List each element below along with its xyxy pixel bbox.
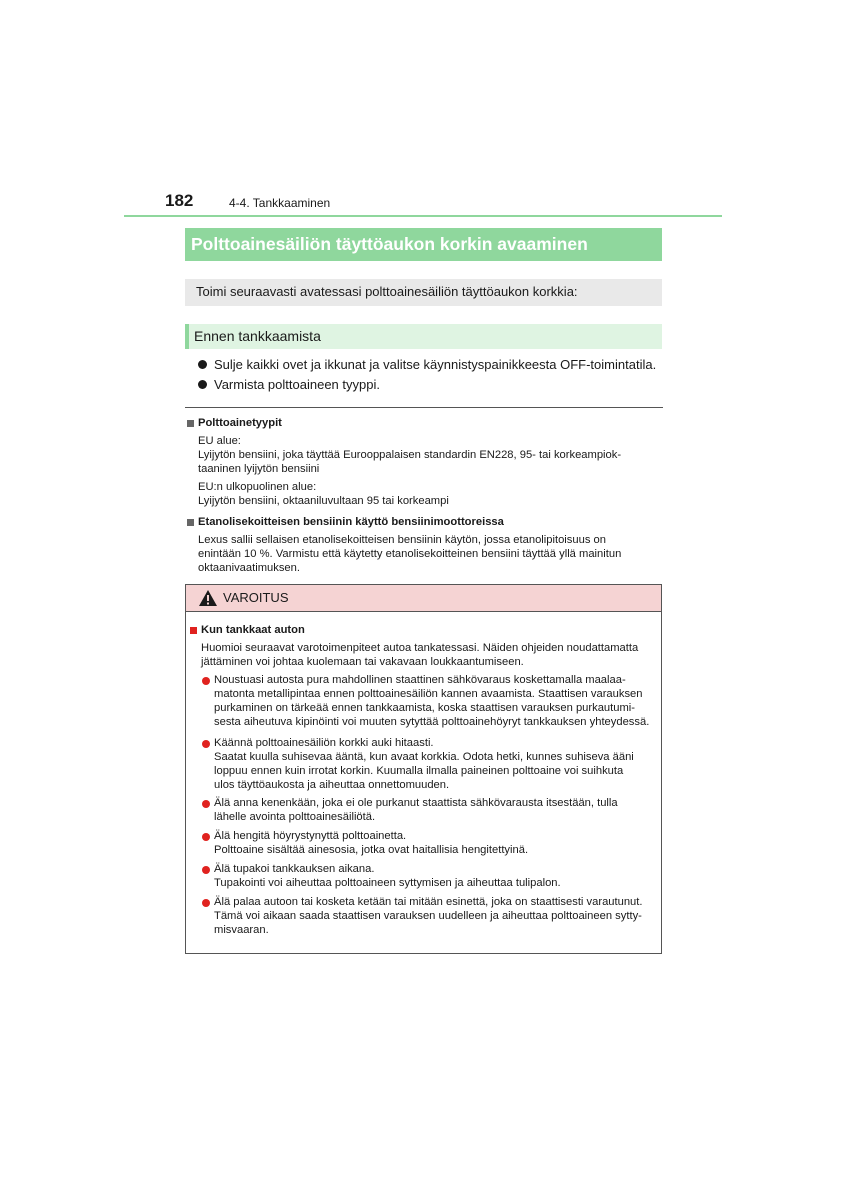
header-divider bbox=[124, 215, 722, 217]
warning-intro-line: jättäminen voi johtaa kuolemaan tai vakavaan loukkaantumiseen. bbox=[201, 656, 524, 668]
red-bullet-icon bbox=[202, 740, 210, 748]
warning-subheading: Kun tankkaat auton bbox=[201, 624, 305, 636]
list-item-text: Varmista polttoaineen tyyppi. bbox=[214, 377, 380, 392]
warning-item bbox=[214, 796, 657, 824]
red-bullet-icon bbox=[202, 833, 210, 841]
warning-item-line: Saatat kuulla suhisevaa ääntä, kun avaat korkkia. Odota hetki, kunnes suhiseva ääni bbox=[214, 751, 634, 763]
warning-item bbox=[214, 673, 657, 729]
ethanol-text-line: oktaanivaatimuksen. bbox=[198, 562, 300, 574]
warning-item-line: misvaaran. bbox=[214, 924, 269, 936]
warning-intro-line: Huomioi seuraavat varotoimenpiteet autoa tankatessasi. Näiden ohjeiden noudattamatta bbox=[201, 642, 639, 654]
warning-item bbox=[214, 736, 657, 792]
warning-item-line: Käännä polttoainesäiliön korkki auki hitaasti. bbox=[214, 737, 434, 749]
warning-item-line: Tupakointi voi aiheuttaa polttoaineen syttymisen ja aiheuttaa tulipalon. bbox=[214, 877, 561, 889]
warning-item-line: loppuu ennen kuin irrotat korkin. Kuumalla ilmalla paineinen polttoaine voi suihkuta bbox=[214, 765, 624, 777]
list-item bbox=[198, 357, 656, 372]
eu-text-line: Lyijytön bensiini, joka täyttää Eurooppalaisen standardin EN228, 95- tai korkeampiok- bbox=[198, 449, 622, 461]
section-divider bbox=[185, 407, 663, 408]
eu-text-line: taaninen lyijytön bensiini bbox=[198, 463, 320, 475]
non-eu-label: EU:n ulkopuolinen alue: bbox=[198, 481, 317, 493]
square-bullet-icon bbox=[187, 420, 194, 427]
red-bullet-icon bbox=[202, 677, 210, 685]
warning-intro bbox=[201, 641, 657, 669]
red-bullet-icon bbox=[202, 899, 210, 907]
warning-item-line: Älä tupakoi tankkauksen aikana. bbox=[214, 863, 375, 875]
non-eu-text: Lyijytön bensiini, oktaaniluvultaan 95 tai korkeampi bbox=[198, 495, 449, 507]
subheading-before-refueling: Ennen tankkaamista bbox=[185, 324, 662, 349]
warning-item-line: purkaminen on tärkeää ennen tankkaamista, koska staattisen varauksen purkautumi- bbox=[214, 702, 636, 714]
ethanol-text-line: Lexus sallii sellaisen etanolisekoitteisen bensiinin käytön, jossa etanolipitoisuus on bbox=[198, 534, 606, 546]
red-square-bullet-icon bbox=[190, 627, 197, 634]
warning-item-line: Älä hengitä höyrystynyttä polttoainetta. bbox=[214, 830, 407, 842]
red-bullet-icon bbox=[202, 866, 210, 874]
warning-item bbox=[214, 829, 657, 857]
intro-text: Toimi seuraavasti avatessasi polttoainesäiliön täyttöaukon korkkia: bbox=[185, 279, 662, 306]
warning-item bbox=[214, 895, 657, 937]
warning-item-line: sesta aiheutuva kipinöinti voi muuten sytyttää polttoainehöyryt tankkauksen yhteydessä. bbox=[214, 716, 650, 728]
fuel-types-body bbox=[198, 434, 658, 508]
ethanol-text-line: enintään 10 %. Varmistu että käytetty etanolisekoitteinen bensiini täyttää yllä mainitun bbox=[198, 548, 622, 560]
page-title: Polttoainesäiliön täyttöaukon korkin avaaminen bbox=[191, 234, 588, 254]
page-number: 182 bbox=[165, 191, 194, 210]
warning-item-line: Polttoaine sisältää ainesosia, jotka ovat haitallisia hengitettyinä. bbox=[214, 844, 529, 856]
ethanol-heading: Etanolisekoitteisen bensiinin käyttö bensiinimoottoreissa bbox=[198, 516, 504, 528]
red-bullet-icon bbox=[202, 800, 210, 808]
warning-item-line: Noustuasi autosta pura mahdollinen staattinen sähkövaraus koskettamalla maalaa- bbox=[214, 674, 626, 686]
list-item-text: Sulje kaikki ovet ja ikkunat ja valitse käynnistyspainikkeesta OFF-toimintatila. bbox=[214, 357, 657, 372]
warning-item bbox=[214, 862, 657, 890]
fuel-types-heading: Polttoainetyypit bbox=[198, 417, 282, 429]
square-bullet-icon bbox=[187, 519, 194, 526]
bullet-icon bbox=[198, 360, 207, 369]
bullet-icon bbox=[198, 380, 207, 389]
warning-item-line: ulos täyttöaukosta ja aiheuttaa onnettomuuden. bbox=[214, 779, 450, 791]
subheading-accent bbox=[185, 324, 189, 349]
eu-label: EU alue: bbox=[198, 435, 241, 447]
warning-item-line: lähelle avointa polttoainesäiliötä. bbox=[214, 811, 376, 823]
warning-item-line: Älä anna kenenkään, joka ei ole purkanut staattista sähkövarausta itsestään, tulla bbox=[214, 797, 618, 809]
list-item bbox=[198, 377, 380, 392]
title-bar bbox=[185, 228, 662, 261]
ethanol-body bbox=[198, 533, 658, 575]
warning-item-line: matonta metallipintaa ennen polttoainesäiliön kannen avaamista. Staattisen varauksen bbox=[214, 688, 643, 700]
section-label: 4-4. Tankkaaminen bbox=[229, 196, 331, 210]
warning-item-line: Älä palaa autoon tai kosketa ketään tai mitään esinettä, joka on staattisesti varautunut. bbox=[214, 896, 643, 908]
warning-item-line: Tämä voi aikaan saada staattisen varauksen uudelleen ja aiheuttaa polttoaineen sytty- bbox=[214, 910, 642, 922]
warning-triangle-icon bbox=[198, 589, 218, 607]
warning-label: VAROITUS bbox=[223, 590, 289, 605]
